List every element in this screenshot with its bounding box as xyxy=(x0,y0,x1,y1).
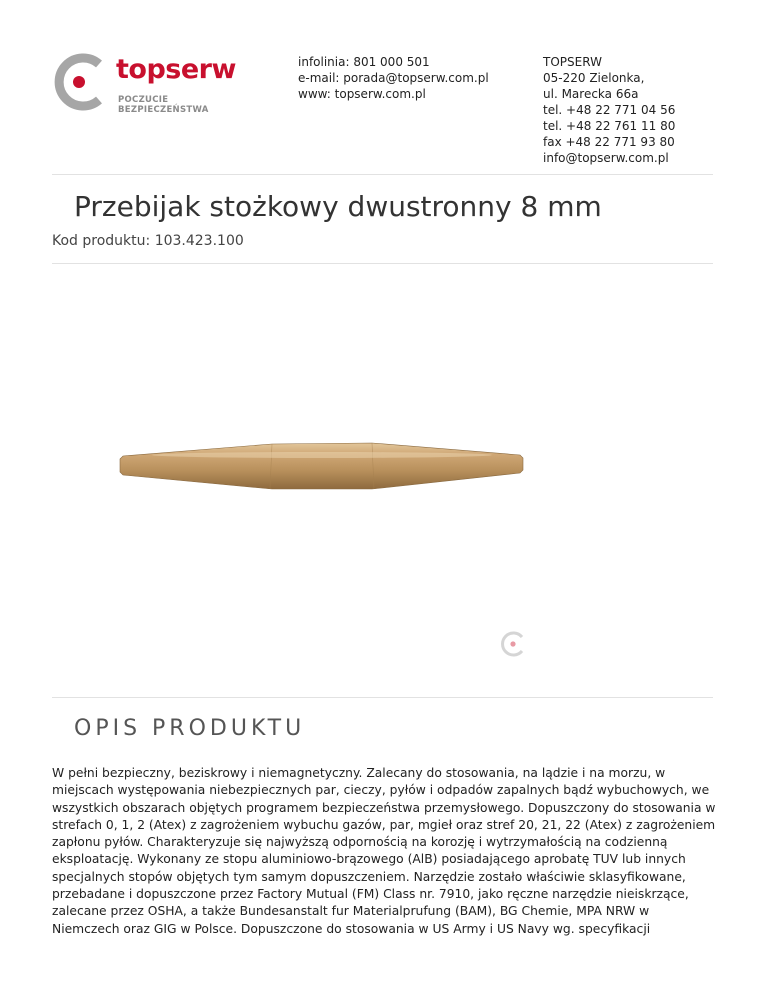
description-text: W pełni bezpieczny, beziskrowy i niemagnetyczny. Zalecany do stosowania, na lądzie i na morzu, w miejscach występowania niebezpiecznych par, cieczy, pyłów i odpadów zapalnych bądź wybuchowych, we wszystkich obszarach objętych programem bezpieczeństwa przemysłowego. Dopuszczony do stosowania w strefach 0, 1, 2 (Atex) z zagrożeniem wybuchu gazów, par, mgieł oraz stref 20, 21, 22 (Atex) z zagrożeniem zapłonu pyłów. Charakteryzuje się najwyższą odpornością na korozję i wytrzymałością na codzienną eksploatację. Wykonany ze stopu aluminiowo-brązowego (AlB) posiadającego aprobatę TUV lub innych specjalnych stopów objętych tym samym dopuszczeniem. Narzędzie zostało właściwie sklasyfikowane, przebadane i dopuszczone przez Factory Mutual (FM) Class nr. 7910, jako ręczne narzędzie nieiskrzące, zalecane przez OSHA, a także Bundesanstalt fur Materialprufung (BAM), BG Chemie, MPA NRW w Niemczech oraz GIG w Polsce. Dopuszczone do stosowania w US Army i US Navy wg. specyfikacji xyxy=(52,766,716,936)
header-divider xyxy=(52,174,713,175)
product-code xyxy=(52,233,244,249)
contact-address-block xyxy=(543,54,675,166)
company-name: TOPSERW xyxy=(543,55,602,69)
image-divider xyxy=(52,697,713,698)
hotline-text: infolinia: 801 000 501 xyxy=(298,55,430,69)
street-address: ul. Marecka 66a xyxy=(543,87,639,101)
info-email-link[interactable]: info@topserw.com.pl xyxy=(543,151,669,165)
phone-1: tel. +48 22 771 04 56 xyxy=(543,103,676,117)
description-heading: OPIS PRODUKTU xyxy=(74,716,306,741)
contact-online-block xyxy=(298,54,489,102)
fax-number: fax +48 22 771 93 80 xyxy=(543,135,675,149)
postal-code: 05-220 Zielonka, xyxy=(543,71,645,85)
tapered-punch-image xyxy=(52,275,713,685)
topserw-logo[interactable] xyxy=(52,52,262,115)
logo-mark-icon xyxy=(52,52,112,112)
product-title: Przebijak stożkowy dwustronny 8 mm xyxy=(74,190,602,223)
email-link[interactable]: e-mail: porada@topserw.com.pl xyxy=(298,71,489,85)
product-code-label: Kod produktu: xyxy=(52,233,151,249)
logo-tagline: POCZUCIE BEZPIECZEŃSTWA xyxy=(118,95,209,115)
product-code-value: 103.423.100 xyxy=(154,233,244,249)
phone-2: tel. +48 22 761 11 80 xyxy=(543,119,676,133)
title-divider xyxy=(52,263,713,264)
website-link[interactable]: www: topserw.com.pl xyxy=(298,87,426,101)
product-image xyxy=(52,275,713,685)
logo-wordmark: topserw xyxy=(116,54,236,85)
page-header xyxy=(0,0,768,175)
watermark-logo-icon xyxy=(503,633,522,655)
